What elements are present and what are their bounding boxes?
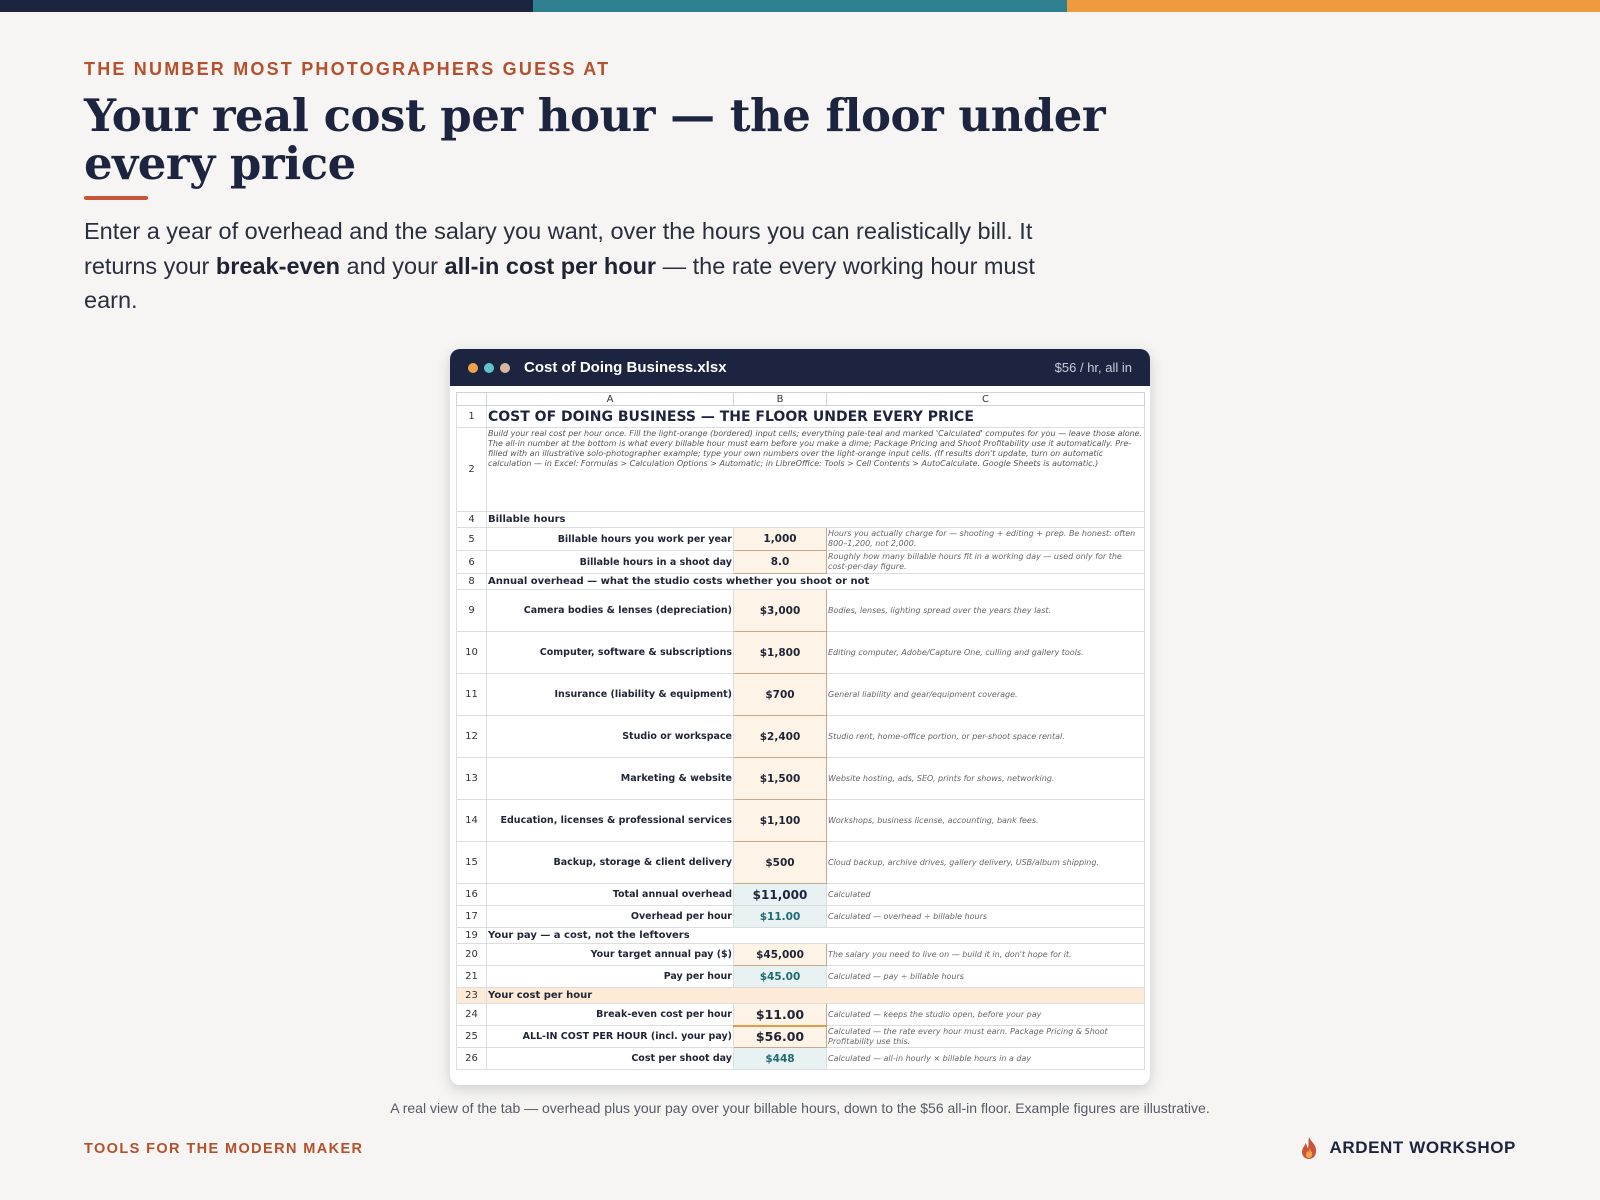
row-number: 8	[457, 574, 487, 590]
row-number: 13	[457, 758, 487, 800]
row-number: 26	[457, 1048, 487, 1070]
table-row	[457, 758, 1145, 800]
page-title: Your real cost per hour — the floor under every price	[84, 89, 1106, 190]
input-cell-backup[interactable]: $500	[734, 842, 827, 884]
note-cell[interactable]: Calculated — overhead ÷ billable hours	[827, 906, 1145, 928]
lede-text-1: Enter a year of overhead and the salary you want, over the hours you can realistically bill. It returns your	[84, 218, 1033, 279]
row-number: 16	[457, 884, 487, 906]
result-cell-all-in[interactable]: $56.00	[734, 1026, 827, 1048]
note-cell[interactable]: Workshops, business license, accounting, bank fees.	[827, 800, 1145, 842]
window-badge: $56 / hr, all in	[1054, 360, 1132, 375]
row-number: 24	[457, 1004, 487, 1026]
row-number: 6	[457, 551, 487, 574]
table-row	[457, 632, 1145, 674]
flame-icon	[1299, 1136, 1319, 1160]
table-row	[457, 988, 1145, 1004]
table-row	[457, 1026, 1145, 1048]
table-row	[457, 944, 1145, 966]
input-cell-billable-hours-day[interactable]: 8.0	[734, 551, 827, 574]
note-cell[interactable]: Calculated	[827, 884, 1145, 906]
label-cell[interactable]: Billable hours you work per year	[487, 528, 734, 551]
lede-text-3: — the rate every working hour must earn.	[84, 252, 1035, 313]
window-dot-teal	[484, 363, 494, 373]
window-dot-orange	[468, 363, 478, 373]
row-number: 11	[457, 674, 487, 716]
table-row	[457, 512, 1145, 528]
table-row	[457, 928, 1145, 944]
table-row	[457, 428, 1145, 512]
label-cell[interactable]: Billable hours in a shoot day	[487, 551, 734, 574]
row-number: 19	[457, 928, 487, 944]
label-cell[interactable]: ALL-IN COST PER HOUR (incl. your pay)	[487, 1026, 734, 1048]
row-number: 5	[457, 528, 487, 551]
table-row	[457, 674, 1145, 716]
window-titlebar	[450, 349, 1150, 386]
row-number: 20	[457, 944, 487, 966]
label-cell[interactable]: Overhead per hour	[487, 906, 734, 928]
label-cell[interactable]: Education, licenses & professional services	[487, 800, 734, 842]
section-header-billable[interactable]: Billable hours	[487, 512, 1145, 528]
column-header-a[interactable]: A	[487, 393, 734, 406]
table-row	[457, 884, 1145, 906]
note-cell[interactable]: Editing computer, Adobe/Capture One, culling and gallery tools.	[827, 632, 1145, 674]
row-number: 15	[457, 842, 487, 884]
column-header-row	[457, 393, 1145, 406]
note-cell[interactable]: General liability and gear/equipment coverage.	[827, 674, 1145, 716]
input-cell-computer[interactable]: $1,800	[734, 632, 827, 674]
label-cell[interactable]: Your target annual pay ($)	[487, 944, 734, 966]
section-header-overhead[interactable]: Annual overhead — what the studio costs whether you shoot or not	[487, 574, 1145, 590]
label-cell[interactable]: Cost per shoot day	[487, 1048, 734, 1070]
label-cell[interactable]: Marketing & website	[487, 758, 734, 800]
note-cell[interactable]: Studio rent, home-office portion, or per-shoot space rental.	[827, 716, 1145, 758]
row-number: 10	[457, 632, 487, 674]
title-underline	[84, 196, 148, 200]
note-cell[interactable]: Hours you actually charge for — shooting + editing + prep. Be honest: often 800–1,200, not 2,000.	[827, 528, 1145, 551]
input-cell-education[interactable]: $1,100	[734, 800, 827, 842]
intro-cell[interactable]: Build your real cost per hour once. Fill the light-orange (bordered) input cells; everything pale-teal and marked 'Calculated' computes for you — leave those alone. The all-in number at the bottom is what every billable hour must earn before you make a dime; Package Pricing and Shoot Profitability use it automatically. Pre-filled with an illustrative solo-photographer example; type your own numbers over the light-orange input cells. (If results don't update, turn on automatic calculation — in Excel: Formulas > Calculation Options > Automatic; in LibreOffice: Tools > Cell Contents > AutoCalculate. Google Sheets is automatic.)	[487, 428, 1145, 512]
corner-cell	[457, 393, 487, 406]
lede-text-2: and your	[340, 252, 445, 279]
stripe-teal	[533, 0, 1066, 12]
calc-cell-per-day[interactable]: $448	[734, 1048, 827, 1070]
label-cell[interactable]: Break-even cost per hour	[487, 1004, 734, 1026]
lede	[84, 214, 1094, 318]
stripe-navy	[0, 0, 533, 12]
table-row	[457, 590, 1145, 632]
label-cell[interactable]: Studio or workspace	[487, 716, 734, 758]
footer-brand[interactable]	[1299, 1136, 1516, 1160]
spreadsheet	[456, 392, 1145, 1070]
row-number: 17	[457, 906, 487, 928]
input-cell-target-pay[interactable]: $45,000	[734, 944, 827, 966]
input-cell-marketing[interactable]: $1,500	[734, 758, 827, 800]
column-header-c[interactable]: C	[827, 393, 1145, 406]
section-header-cost[interactable]: Your cost per hour	[487, 988, 1145, 1004]
table-row	[457, 406, 1145, 428]
input-cell-insurance[interactable]: $700	[734, 674, 827, 716]
note-cell[interactable]: Website hosting, ads, SEO, prints for shows, networking.	[827, 758, 1145, 800]
top-color-stripe	[0, 0, 1600, 12]
table-row	[457, 716, 1145, 758]
input-cell-studio[interactable]: $2,400	[734, 716, 827, 758]
calc-cell-overhead-per-hour[interactable]: $11.00	[734, 906, 827, 928]
label-cell[interactable]: Pay per hour	[487, 966, 734, 988]
row-number: 21	[457, 966, 487, 988]
note-cell[interactable]: Calculated — pay ÷ billable hours	[827, 966, 1145, 988]
table-row	[457, 1004, 1145, 1026]
result-cell-break-even[interactable]: $11.00	[734, 1004, 827, 1026]
section-header-pay[interactable]: Your pay — a cost, not the leftovers	[487, 928, 1145, 944]
spreadsheet-window	[450, 349, 1150, 1085]
footer-tagline: TOOLS FOR THE MODERN MAKER	[84, 1141, 364, 1157]
label-cell[interactable]: Total annual overhead	[487, 884, 734, 906]
row-number: 25	[457, 1026, 487, 1048]
window-dot-tan	[500, 363, 510, 373]
row-number: 12	[457, 716, 487, 758]
eyebrow: THE NUMBER MOST PHOTOGRAPHERS GUESS AT	[84, 59, 611, 79]
column-header-b[interactable]: B	[734, 393, 827, 406]
table-row	[457, 800, 1145, 842]
table-row	[457, 551, 1145, 574]
row-number: 23	[457, 988, 487, 1004]
figure-caption: A real view of the tab — overhead plus your pay over your billable hours, down to the $56 all-in floor. Example figures are illustrative.	[390, 1100, 1210, 1116]
note-cell[interactable]: Bodies, lenses, lighting spread over the years they last.	[827, 590, 1145, 632]
table-row	[457, 1048, 1145, 1070]
calc-cell-total-overhead[interactable]: $11,000	[734, 884, 827, 906]
input-cell-billable-hours-year[interactable]: 1,000	[734, 528, 827, 551]
table-row	[457, 966, 1145, 988]
note-cell[interactable]: Roughly how many billable hours fit in a working day — used only for the cost-per-day figure.	[827, 551, 1145, 574]
label-cell[interactable]: Backup, storage & client delivery	[487, 842, 734, 884]
calc-cell-pay-per-hour[interactable]: $45.00	[734, 966, 827, 988]
row-number: 9	[457, 590, 487, 632]
row-number: 2	[457, 428, 487, 512]
label-cell[interactable]: Insurance (liability & equipment)	[487, 674, 734, 716]
label-cell[interactable]: Camera bodies & lenses (depreciation)	[487, 590, 734, 632]
row-number: 14	[457, 800, 487, 842]
brand-name: ARDENT WORKSHOP	[1329, 1138, 1516, 1157]
sheet-title-cell[interactable]: COST OF DOING BUSINESS — THE FLOOR UNDER EVERY PRICE	[487, 406, 1145, 428]
lede-bold-all-in: all-in cost per hour	[444, 252, 657, 279]
window-title: Cost of Doing Business.xlsx	[524, 359, 727, 376]
table-row	[457, 842, 1145, 884]
note-cell[interactable]: The salary you need to live on — build it in, don't hope for it.	[827, 944, 1145, 966]
table-row	[457, 528, 1145, 551]
stripe-orange	[1067, 0, 1600, 12]
table-row	[457, 906, 1145, 928]
lede-bold-break-even: break-even	[215, 252, 341, 279]
row-number: 1	[457, 406, 487, 428]
note-cell[interactable]: Calculated — the rate every hour must earn. Package Pricing & Shoot Profitability use this.	[827, 1026, 1145, 1048]
table-row	[457, 574, 1145, 590]
row-number: 4	[457, 512, 487, 528]
input-cell-camera[interactable]: $3,000	[734, 590, 827, 632]
label-cell[interactable]: Computer, software & subscriptions	[487, 632, 734, 674]
note-cell[interactable]: Cloud backup, archive drives, gallery delivery, USB/album shipping.	[827, 842, 1145, 884]
note-cell[interactable]: Calculated — keeps the studio open, before your pay	[827, 1004, 1145, 1026]
note-cell[interactable]: Calculated — all-in hourly × billable hours in a day	[827, 1048, 1145, 1070]
